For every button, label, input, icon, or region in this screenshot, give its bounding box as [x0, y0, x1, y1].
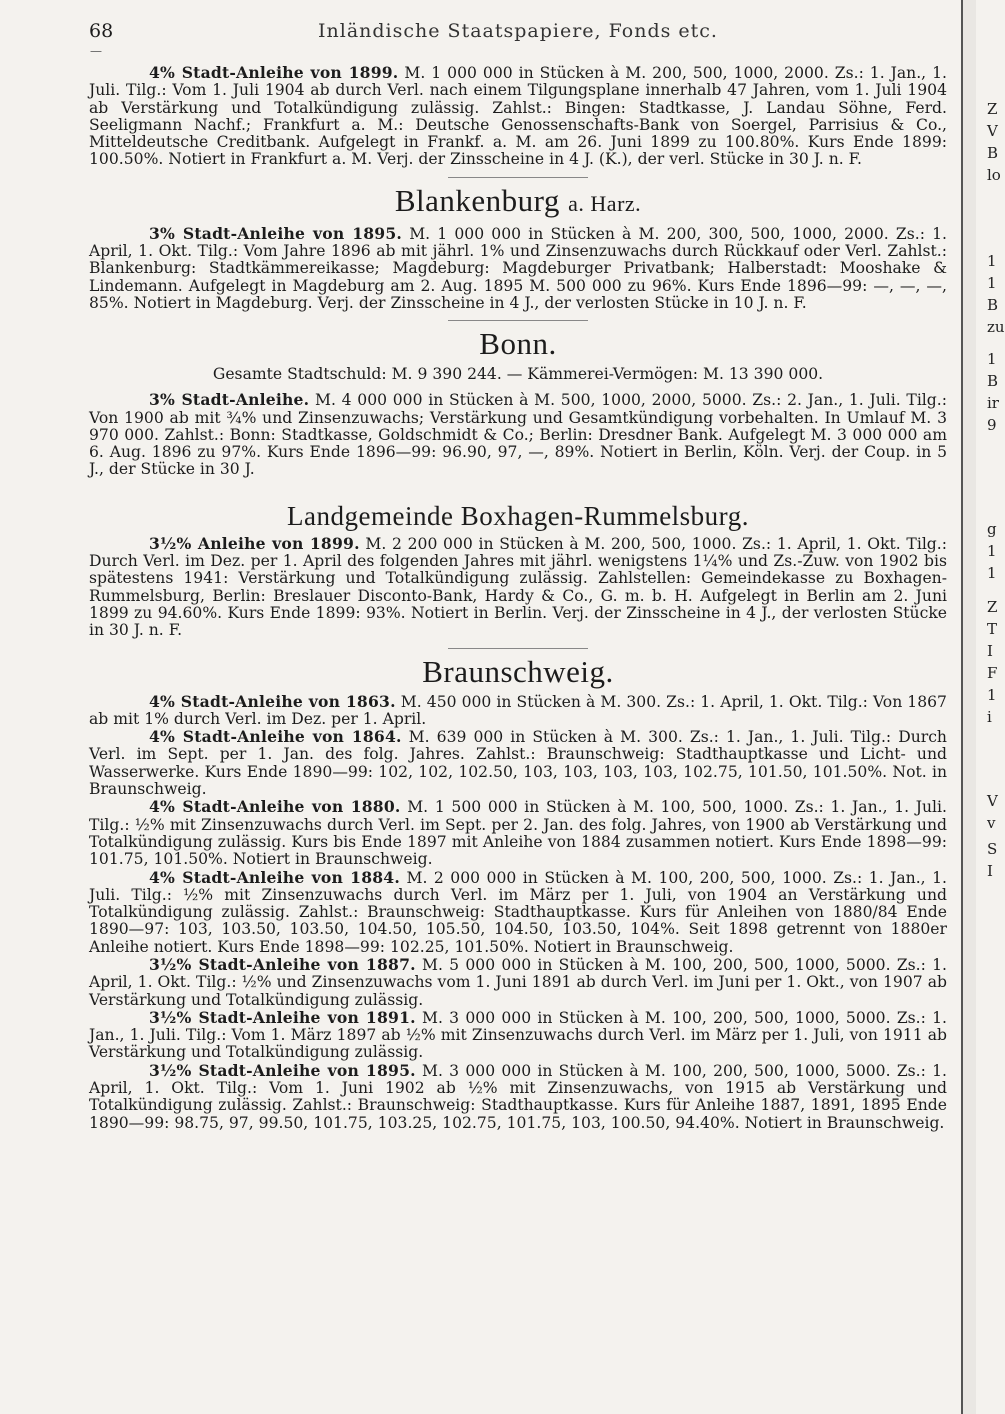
adjacent-page-edge — [961, 0, 976, 1414]
bond-entry — [89, 728, 947, 798]
edge-char: 9 — [987, 416, 997, 434]
bond-entry — [89, 391, 947, 478]
bond-title: 4% Stadt-Anleihe von 1880. — [149, 797, 401, 817]
page-number: 68 — [89, 20, 114, 42]
bond-title: 3½% Stadt-Anleihe von 1891. — [149, 1007, 416, 1027]
edge-char: I — [987, 862, 993, 880]
bond-title: 4% Stadt-Anleihe von 1864. — [149, 727, 402, 747]
section-divider — [448, 177, 588, 178]
edge-char: g — [987, 520, 997, 538]
edge-char: Z — [987, 100, 998, 118]
bond-text: M. 2 200 000 in Stücken à M. 200, 500, 1000. Zs.: 1. April, 1. Okt. Tilg.: Durch Verl. im Dez. per 1. April des folgenden Jahres mit jährl. wenigstens 1¼% und Zs.-Zuw. von 1902 bis spätestens 1941: Verstärkung und Totalkündigung zulässig. Zahlstellen: Gemeindekasse zu Boxhagen-Rummelsburg, Berlin: Breslauer Disconto-Bank, Hardy & Co., G. m. b. H. Aufgelegt in Berlin am 2. Juni 1899 zu 94.60%. Kurs Ende 1899: 93%. Notiert in Berlin. Verj. der Zinsscheine in 4 J., der verlosten Stücke in 30 J. n. F. — [89, 534, 947, 640]
bond-title: 3% Stadt-Anleihe von 1895. — [149, 223, 403, 243]
edge-char: 1 — [987, 542, 997, 560]
bond-entry — [89, 225, 947, 312]
edge-char: 1 — [987, 350, 997, 368]
bond-title: 3% Stadt-Anleihe. — [149, 390, 310, 410]
bond-title: 3½% Anleihe von 1899. — [149, 533, 360, 553]
edge-char: B — [987, 372, 999, 390]
section-braunschweig — [89, 655, 947, 1132]
bond-entry — [89, 956, 947, 1009]
bond-entry — [89, 535, 947, 640]
bond-title: 3½% Stadt-Anleihe von 1895. — [149, 1060, 416, 1080]
edge-char: F — [987, 664, 998, 682]
bond-title: 4% Stadt-Anleihe von 1884. — [149, 867, 400, 887]
section-bingen — [89, 64, 947, 169]
edge-char: B — [987, 296, 999, 314]
edge-char: 1 — [987, 564, 997, 582]
edge-char: V — [987, 122, 998, 140]
running-title: Inländische Staatspapiere, Fonds etc. — [318, 20, 718, 42]
bond-text: M. 639 000 in Stücken à M. 300. Zs.: 1. Jan., 1. Juli. Tilg.: Durch Verl. im Sept. per 1. Jan. des folg. Jahres. Zahlst.: Braunschweig: Stadthauptkasse und Licht- und Wasserwerke. Kurs Ende 1890—99: 102, 102, 102.50, 103, 103, 103, 103, 102.75, 101.50, 101.50%. Not. in Braunschweig. — [89, 728, 947, 799]
spacer — [89, 479, 947, 495]
edge-char: T — [987, 620, 998, 638]
edge-char: 1 — [987, 274, 997, 292]
city-heading: Bonn. — [479, 326, 557, 362]
edge-char: I — [987, 642, 993, 660]
bond-entry — [89, 798, 947, 868]
bond-text: M. 3 000 000 in Stücken à M. 100, 200, 500, 1000, 5000. Zs.: 1. April, 1. Okt. Tilg.: Vom 1. Juni 1902 ab ½% mit Zinsenzuwachs, von 1915 ab Verstärkung und Totalkündigung zulässig. Zahlst.: Braunschweig: Stadthauptkasse. Kurs für Anleihe 1887, 1891, 1895 Ende 1890—99: 98.75, 97, 99.50, 101.75, 103.25, 102.75, 101.75, 103, 100.50, 94.40%. Notiert in Braunschweig. — [89, 1061, 947, 1132]
bond-text: M. 3 000 000 in Stücken à M. 100, 200, 500, 1000, 5000. Zs.: 1. Jan., 1. Juli. Tilg.: Vom 1. März 1897 ab ½% mit Zinsenzuwachs durch Verl. im März per 1. Juli, von 1911 ab Verstärkung und Totalkündigung zulässig. — [89, 1008, 947, 1062]
bond-entry — [89, 869, 947, 956]
city-suffix: a. Harz. — [568, 190, 642, 216]
page-content — [89, 14, 947, 1132]
edge-char: S — [987, 840, 998, 858]
edge-char: zu — [987, 318, 1005, 336]
edge-char: 1 — [987, 252, 997, 270]
section-boxhagen-rummelsburg — [89, 501, 947, 640]
adjacent-page-fragments — [987, 0, 1005, 1414]
bond-text: M. 1 000 000 in Stücken à M. 200, 300, 500, 1000, 2000. Zs.: 1. April, 1. Okt. Tilg.: Vom Jahre 1896 ab mit jährl. 1% und Zinsenzuwachs durch Rückkauf oder Verl. Zahlst.: Blankenburg: Stadtkämmereikasse; Magdeburg: Magdeburger Privatbank; Halberstadt: Mooshake & Lindemann. Aufgelegt in Magdeburg am 2. Aug. 1895 M. 500 000 zu 96%. Kurs Ende 1896—99: —, —, —, 85%. Notiert in Magdeburg. Verj. der Zinsscheine in 4 J., der verlosten Stücke in 10 J. n. F. — [89, 224, 947, 312]
section-divider — [448, 648, 588, 649]
edge-char: lo — [987, 166, 1001, 184]
bond-text: M. 1 000 000 in Stücken à M. 200, 500, 1000, 2000. Zs.: 1. Jan., 1. Juli. Tilg.: Vom 1. Juli 1904 ab durch Verl. nach einem Tilgungsplane innerhalb 47 Jahren, vom 1. Juli 1904 ab Verstärkung und Totalkündigung zulässig. Zahlst.: Bingen: Stadtkasse, J. Landau Söhne, Ferd. Seeligmann Nachf.; Frankfurt a. M.: Deutsche Genossenschafts-Bank von Soergel, Parrisius & Co., Mitteldeutsche Creditbank. Aufgelegt in Frankf. a. M. am 26. Juni 1899 zu 100.80%. Kurs Ende 1899: 100.50%. Notiert in Frankfurt a. M. Verj. der Zinsscheine in 4 J. (K.), der verl. Stücke in 30 J. n. F. — [89, 64, 947, 169]
city-heading: Landgemeinde Boxhagen-Rummelsburg. — [287, 500, 749, 531]
bond-title: 4% Stadt-Anleihe von 1863. — [149, 691, 396, 711]
section-blankenburg — [89, 184, 947, 312]
city-heading: Braunschweig. — [422, 653, 614, 689]
edge-char: 1 — [987, 686, 997, 704]
edge-char: B — [987, 144, 999, 162]
printer-mark: — — [90, 44, 102, 58]
bond-entry — [89, 1009, 947, 1062]
edge-char: ir — [987, 394, 999, 412]
bond-text: M. 2 000 000 in Stücken à M. 100, 200, 500, 1000. Zs.: 1. Jan., 1. Juli. Tilg.: ½% mit Zinsenzuwachs durch Verl. im März per 1. Juli, von 1904 an Verstärkung und Totalkündigung zulässig. Zahlst.: Braunschweig: Stadthauptkasse. Kurs für Anleihen von 1880/84 Ende 1890—97: 103, 103.50, 103.50, 104.50, 105.50, 104.50, 103.50, 104%. Seit 1898 getrennt von 1880er Anleihe notiert. Kurs Ende 1898—99: 102.25, 101.50%. Notiert in Braunschweig. — [89, 868, 947, 956]
bond-text: M. 1 500 000 in Stücken à M. 100, 500, 1000. Zs.: 1. Jan., 1. Juli. Tilg.: ½% mit Zinsenzuwachs durch Verl. im Sept. per 2. Jan. des folg. Jahres, von 1900 ab Verstärkung und Totalkündigung zulässig. Kurs bis Ende 1897 mit Anleihe von 1884 zusammen notiert. Kurs Ende 1898—99: 101.75, 101.50%. Notiert in Braunschweig. — [89, 798, 947, 869]
edge-char: v — [987, 814, 996, 832]
city-heading — [89, 184, 947, 221]
bond-text: M. 4 000 000 in Stücken à M. 500, 1000, 2000, 5000. Zs.: 2. Jan., 1. Juli. Tilg.: Von 1900 ab mit ¾% und Zinsenzuwachs; Verstärkung und Gesamtkündigung vorbehalten. In Umlauf M. 3 970 000. Zahlst.: Bonn: Stadtkasse, Goldschmidt & Co.; Berlin: Dresdner Bank. Aufgelegt M. 3 000 000 am 6. Aug. 1896 zu 97%. Kurs Ende 1896—99: 96.90, 97, —, 89%. Notiert in Berlin, Köln. Verj. der Coup. in 5 J., der Stücke in 30 J. — [89, 391, 947, 479]
bond-text: M. 5 000 000 in Stücken à M. 100, 200, 500, 1000, 5000. Zs.: 1. April, 1. Okt. Tilg.: ½% und Zinsenzuwachs vom 1. Juni 1891 ab durch Verl. im Juni per 1. Okt., von 1907 ab Verstärkung und Totalkündigung zulässig. — [89, 955, 947, 1009]
bond-text: M. 450 000 in Stücken à M. 300. Zs.: 1. April, 1. Okt. Tilg.: Von 1867 ab mit 1% durch Verl. im Dez. per 1. April. — [89, 692, 947, 728]
city-name: Blankenburg — [394, 182, 560, 218]
section-divider — [448, 320, 588, 321]
debt-summary: Gesamte Stadtschuld: M. 9 390 244. — Kämmerei-Vermögen: M. 13 390 000. — [212, 365, 824, 384]
section-bonn — [89, 327, 947, 478]
bond-entry — [89, 693, 947, 729]
bond-entry — [89, 64, 947, 169]
edge-char: i — [987, 708, 992, 726]
edge-char: Z — [987, 598, 998, 616]
bond-entry — [89, 1062, 947, 1132]
page-header — [89, 14, 947, 42]
bond-title: 4% Stadt-Anleihe von 1899. — [149, 63, 399, 82]
edge-char: V — [987, 792, 998, 810]
bond-title: 3½% Stadt-Anleihe von 1887. — [149, 954, 416, 974]
